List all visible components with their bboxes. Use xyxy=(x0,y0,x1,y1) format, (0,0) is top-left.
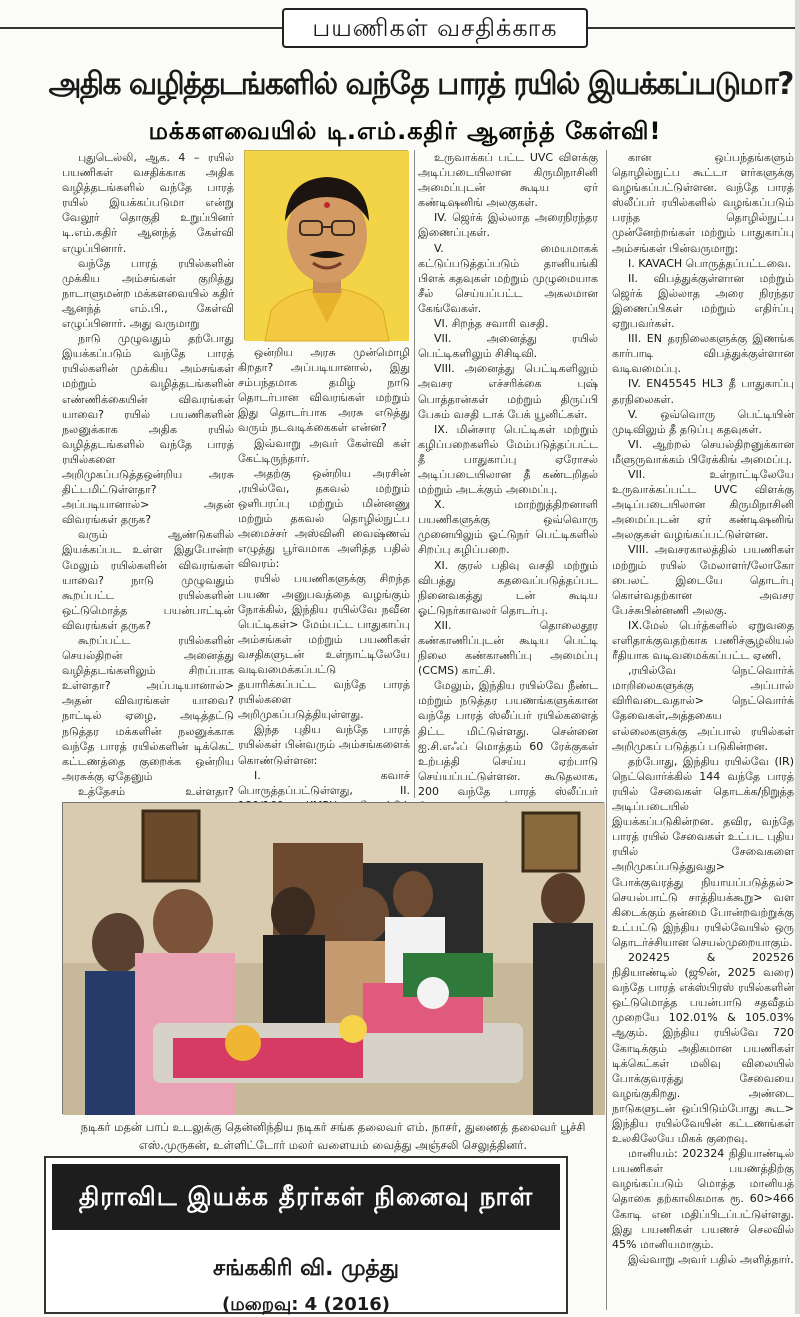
paragraph: உருவாக்கப் பட்ட UVC விளக்கு அடிப்படையிலான கிருமிநாசினி அமைப்புடன் கூடிய ஏர் கண்டிஷனிங் அலகுகள். xyxy=(418,151,598,210)
paragraph: VII. அனைத்து ரயில் பெட்டிகளிலும் சிசிடிவி. xyxy=(418,332,598,361)
paragraph: உத்தேசம் உள்ளதா? xyxy=(78,784,234,798)
header-rule-left xyxy=(0,27,282,29)
paragraph: IV. ஜெர்க் இல்லாத அரைநிரந்தர இணைப்புகள். xyxy=(418,211,598,240)
paragraph: இவ்வாறு அவர் பதில் அளித்தார். xyxy=(628,1252,794,1266)
tribute-news-photo xyxy=(62,802,604,1114)
paragraph: ஒன்றிய அரசு முன்மொழி கிறதா? அப்படியானால், இது சம்பந்தமாக தமிழ் நாடு தொடர்பான விவரங்கள் மற்றும் இது தொடர்பாக அரசு எடுத்து வரும் நடவடிக்கைகள் என்ன? xyxy=(238,346,410,435)
paragraph: V. ஒவ்வொரு பெட்டியின் முடிவிலும் தீ தடுப்பு கதவுகள். xyxy=(612,407,794,436)
paragraph: XI. குரல் பதிவு வசதி மற்றும் விபத்து கதவைப்படுத்தப்பட நினைவகத்து டன் கூடிய ஓட்டுநர்காவலர் தொடர்பு. xyxy=(418,558,598,617)
kicker-label: பயணிகள் வசதிக்காக xyxy=(282,8,588,48)
paragraph: புதுடெல்லி, ஆக. 4 – ரயில் பயணிகள் வசதிக்காக அதிக வழித்தடங்களில் வந்தே பாரத் ரயில் இயக்கப்படுமா என்று வேலூர் தொகுதி உறுப்பினர் டி.எம்.கதிர் ஆனந்த் கேள்வி எழுப்பினார். xyxy=(62,151,234,255)
tribute-box xyxy=(44,1156,568,1314)
column-divider xyxy=(414,150,415,798)
paragraph: VIII. அனைத்து பெட்டிகளிலும் அவசர எச்சரிக்கை புஷ் பொத்தான்கள் மற்றும் திருப்பி பேசும் வசதி டாக் பேக் யூனிட்கள். xyxy=(418,362,598,421)
paragraph: இவ்வாறு அவர் கேள்வி கள் கேட்டிருந்தார். xyxy=(238,436,410,465)
column-divider xyxy=(606,150,607,1310)
paragraph: V. மையமாகக் கட்டுப்படுத்தப்படும் தானியங்கி பிளக் கதவுகள் மற்றும் முழுமையாக சீல் செய்யப்பட்ட அகலமான கேங்வேகள். xyxy=(418,241,598,315)
paragraph: கூறப்பட்ட ரயில்களின் செயல்திறன் அனைத்து வழித்தடங்களிலும் சிறப்பாக உள்ளதா? அப்படியானால்> அதன் விவரங்கள் யாவை? நாட்டில் ஏழை, அடித்தட்டு நடுத்தர மக்களின் நலனுக்காக வந்தே பாரத் ரயில்களின் டிக்கெட் கட்டணத்தை குறைக்க ஒன்றிய அரசுக்கு ஏதேனும் xyxy=(62,634,234,783)
paragraph: I. கவாச் பொருத்தப்பட்டுள்ளது, II. xyxy=(238,768,410,797)
paragraph: XII. தொலைதூர கண்காணிப்புடன் கூடிய பெட்டி நிலை கண்காணிப்பு அமைப்பு (CCMS) காட்சி. xyxy=(418,618,598,678)
paragraph: VI. ஆற்றல் செயல்திறனுக்கான மீளுருவாக்கம் பிரேக்கிங் அமைப்பு. xyxy=(612,437,794,466)
remembrance-banner: திராவிட இயக்க தீரர்கள் நினைவு நாள் xyxy=(52,1164,560,1230)
article-column-3 xyxy=(418,150,598,798)
tribute-photo-image xyxy=(63,803,605,1115)
paragraph: ரயில் பயணிகளுக்கு சிறந்த பயண அனுபவத்தை வழங்கும் நோக்கில், இந்திய ரயில்வே நவீன பெட்டிகள்> மேம்பட்ட பாதுகாப்பு அம்சங்கள் மற்றும் பயணிகள் வசதிகளுடன் உள்நாட்டிலேயே வடிவமைக்கப்பட்டு தயாரிக்கப்பட்ட வந்தே பாரத் ரயில்களை அறிமுகப்படுத்தியுள்ளது. xyxy=(238,572,410,722)
author-name: சங்ககிரி வி. முத்து xyxy=(213,1256,399,1281)
header-rule-right xyxy=(588,27,800,29)
paragraph: இந்த புதிய வந்தே பாரத் ரயில்கள் பின்வரும் அம்சங்களைக் கொண்டுள்ளன: xyxy=(238,723,410,767)
paragraph: X. மாற்றுத்திறனாளி பயணிகளுக்கு ஒவ்வொரு முனையிலும் ஓட்டுநர் பெட்டிகளில் சிறப்பு கழிப்பறை. xyxy=(418,498,598,557)
paragraph: III. EN தரநிலைகளுக்கு இணங்க கார்பாடி விபத்துக்குள்ளான வடிவமைப்பு. xyxy=(612,332,794,376)
memorial-dates: (மறைவு: 4 (2016) xyxy=(221,1294,391,1315)
headline: அதிக வழித்தடங்களில் வந்தே பாரத் ரயில் இயக்கப்படுமா? xyxy=(48,66,793,102)
paragraph: நாடு முழுவதும் தற்போது இயக்கப்படும் வந்தே பாரத் ரயில்களின் முக்கிய அம்சங்கள் மற்றும் வழித்தடங்களின் எண்ணிக்கையின் விவரங்கள் யாவை? ரயில் பயணிகளின் நலனுக்காக அதிக ரயில் வழித்தடங்களில் வந்தே பாரத் ரயில்களை அறிமுகப்படுத்தஒன்றிய அரசு திட்டமிட்டுள்ளதா? அப்படியானால்> அதன் விவரங்கள் தருக? xyxy=(62,332,234,527)
paragraph: IX. மின்சார பெட்டிகள் மற்றும் கழிப்பறைகளில் மேம்படுத்தப்பட்ட தீ பாதுகாப்பு ஏரோசல் அடிப்படையிலான தீ கண்டறிதல் மற்றும் அடக்கும் அமைப்பு. xyxy=(418,422,598,497)
mp-portrait-photo xyxy=(244,150,408,340)
paragraph: 202425 & 202526 நிதியாண்டில் (ஜூன், 2025 வரை) வந்தே பாரத் எக்ஸ்பிரஸ் ரயில்களின் ஒட்டுமொத்த பயன்பாடு சதவீதம் முறையே 102.01% & 105.03% ஆகும். இந்திய ரயில்வே 720 கோடிக்கும் அதிகமான பயணிகள் டிக்கெட்கள் மலிவு விலையில் போக்குவரத்து சேவையை வழங்குகிறது. அண்டை நாடுகளுடன் ஒப்பிடும்போது கூட> இந்திய ரயில்வேயின் கட்டணங்கள் உலகிலேயே மிகக் குறைவு. xyxy=(612,950,794,1146)
subheadline: மக்களவையில் டி.எம்.கதிர் ஆனந்த் கேள்வி! xyxy=(148,117,662,145)
paragraph: VII. உள்நாட்டிலேயே உருவாக்கப்பட்ட UVC விளக்கு அடிப்படையிலான கிருமிநாசினி அமைப்புடன் ஏர் கண்டிஷனிங் அலகுகள் வழங்கப்பட்டுள்ளன. xyxy=(612,467,794,542)
paragraph: மேலும், இந்திய ரயில்வே நீண்ட மற்றும் நடுத்தர பயணங்களுக்கான வந்தே பாரத் ஸ்லீப்பர் ரயில்களைத் திட்ட மிட்டுள்ளது. சென்னை ஐ.சி.எஃப் மொத்தம் 60 ரேக்குகள் உற்பத்தி செய்ய ஏற்பாடு செய்யப்பட்டுள்ளன. கூடுதலாக, 200 வந்தே பாரத் ஸ்லீப்பர் xyxy=(418,679,598,798)
paragraph: VIII. அவசரகாலத்தில் பயணிகள் மற்றும் ரயில் மேலாளர்/லோகோ பைலட் இடையே தொடர்பு கொள்வதற்கான அவசர பேச்சுபின்னணி அலகு. xyxy=(612,543,794,617)
paragraph: VI. சிறந்த சவாரி வசதி. xyxy=(434,317,549,331)
paragraph: IX.மேல் பெர்த்களில் ஏறுவதை எளிதாக்குவதற்காக பணிச்சூழலியல் ரீதியாக வடிவமைக்கப்பட்ட ஏணி. xyxy=(612,618,794,663)
paragraph: வந்தே பாரத் ரயில்களின் முக்கிய அம்சங்கள் குறித்து நாடாளுமன்ற மக்களவையில் கதிர் ஆனந்த் எம்.பி., கேள்வி எழுப்பினார். அது வருமாறு xyxy=(62,256,234,331)
paragraph: வரும் ஆண்டுகளில் இயக்கப்பட உள்ள இதுபோன்ற மேலும் ரயில்களின் விவரங்கள் யாவை? நாடு முழுவதும் கூறப்பட்ட ரயில்களின் ஒட்டுமொத்த பயன்பாட்டின் விவரங்கள் தருக? xyxy=(62,528,234,632)
article-column-1 xyxy=(62,150,234,798)
article-column-4 xyxy=(612,150,794,1310)
paragraph: II. விபத்துக்குள்ளான மற்றும் ஜெர்க் இல்லாத அரை நிரந்தர இணைப்பிகள் மற்றும் எதிர்ப்பு ஏறுபவர்கள். xyxy=(612,271,794,331)
photo-caption: நடிகர் மதன் பாப் உடலுக்கு தென்னிந்திய நடிகர் சங்க தலைவர் எம். நாசர், துணைத் தலைவர் பூச்சி எஸ்.முருகன், உள்ளிட்டோர் மலர் வளையம் வைத்து அஞ்சலி செலுத்தினர். xyxy=(80,1120,586,1152)
paragraph: கான ஒப்பந்தங்களும் தொழில்நுட்ப கூட்டா ளர்களுக்கு வழங்கப்பட்டுள்ளன. வந்தே பாரத் ஸ்லீப்பர் ரயில்களில் வழங்கப்படும் பரந்த தொழில்நுட்ப முன்னேற்றங்கள் மற்றும் பாதுகாப்பு அம்சங்கள் பின்வருமாறு: xyxy=(612,151,794,255)
paragraph: மானியம்: 202324 நிதியாண்டில் பயணிகள் பயணத்திற்கு வழங்கப்படும் மொத்த மானியத் தொகை தற்காலிகமாக ரூ. 60>466 கோடி என மதிப்பிடப்பட்டுள்ளது. இது பயணிகள் பயணச் செலவில் 45% மானியமாகும். xyxy=(612,1147,794,1251)
portrait-image xyxy=(245,151,409,341)
paragraph: அதற்கு ஒன்றிய அரசின் ,ரயில்வே, தகவல் மற்றும் ஒளிபரப்பு மற்றும் மின்னணு மற்றும் தகவல் தொழில்நுட்ப அமைச்சர் அஸ்வினி வைஷ்ணவ் எழுத்து பூர்வமாக அளித்த பதில் விவரம்: xyxy=(238,466,410,571)
paragraph: IV. EN45545 HL3 தீ பாதுகாப்பு தரநிலைகள். xyxy=(612,377,794,406)
page-edge xyxy=(795,0,800,1314)
article-column-2 xyxy=(238,345,410,798)
paragraph: தற்போது, இந்திய ரயில்வே (IR) நெட்வொர்க்கில் 144 வந்தே பாரத் ரயில் சேவைகள் தொடக்க/நிறுத்த அடிப்படையில் இயக்கப்படுகின்றன. தவிர, வந்தே பாரத் ரயில் சேவைகள் உட்பட புதிய ரயில் சேவைகளை அறிமுகப்படுத்துவது> போக்குவரத்து நியாயப்படுத்தல்> செயல்பாட்டு சாத்தியக்கூறு> வள கிடைக்கும் தன்மை போன்றவற்றுக்கு உட்பட்டு இந்திய ரயில்வேயில் ஒரு தொடர்ச்சியான செயல்முறையாகும். xyxy=(612,754,794,949)
paragraph: ,ரயில்வே நெட்வொர்க் மாறிலைகளுக்கு அப்பால் விரிவடைவதால்> நெட்வொர்க் தேவைகள்,அத்தகைய எல்லைகளுக்கு அப்பால் ரயில்கள் அறிமுகப் படுத்தப் படுகின்றன. xyxy=(612,664,794,753)
paragraph: I. KAVACH பொருத்தப்பட்டவை. xyxy=(628,256,792,270)
